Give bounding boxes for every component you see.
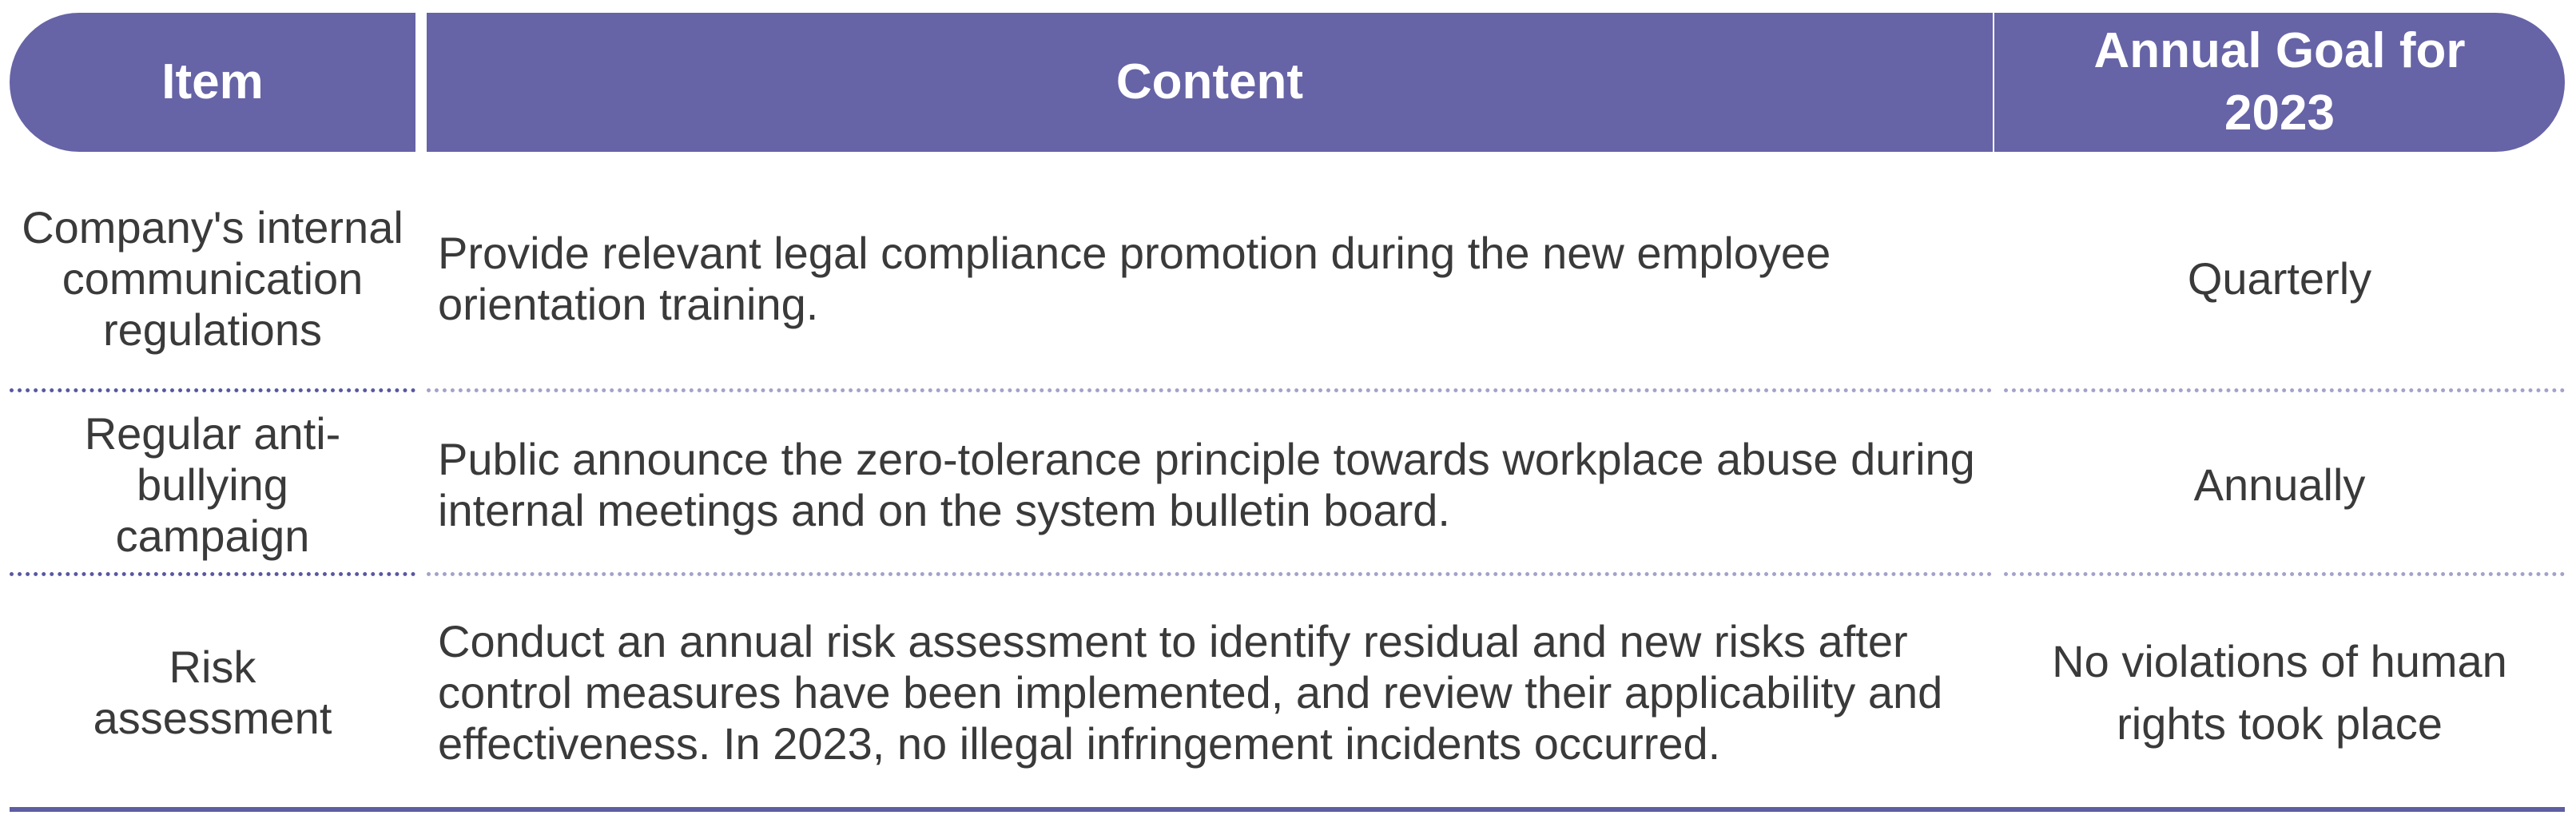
row-divider [2004,388,2565,392]
row-content: Conduct an annual risk assessment to identify residual and new risks after control measures have been implemented, and review their applicability and effectiveness. In 2023, no illegal infringement incidents occurred. [438,616,1943,769]
row-goal: No violations of human rights took place [2052,636,2507,749]
row-content: Public announce the zero-tolerance principle towards workplace abuse during internal meetings and on the system bulletin board. [438,434,1975,535]
row-goal: Quarterly [2187,253,2372,304]
row-goal: Annually [2193,459,2366,510]
row-item: Regular anti-bullying campaign [84,408,341,561]
header-item: Item [10,13,415,152]
table-row [10,165,2565,393]
row-item: Risk assessment [93,642,332,743]
table-row [10,582,2565,804]
table-row [10,396,2565,574]
row-divider [10,388,415,392]
row-divider [427,572,1993,576]
row-divider [10,572,415,576]
row-divider [2004,572,2565,576]
table-bottom-rule [10,807,2565,812]
row-item: Company's internal communication regulations [22,202,403,355]
header-annual-goal: Annual Goal for 2023 [1994,13,2565,152]
row-divider [427,388,1993,392]
row-content: Provide relevant legal compliance promotion during the new employee orientation training. [438,228,1831,329]
header-content: Content [427,13,1993,152]
